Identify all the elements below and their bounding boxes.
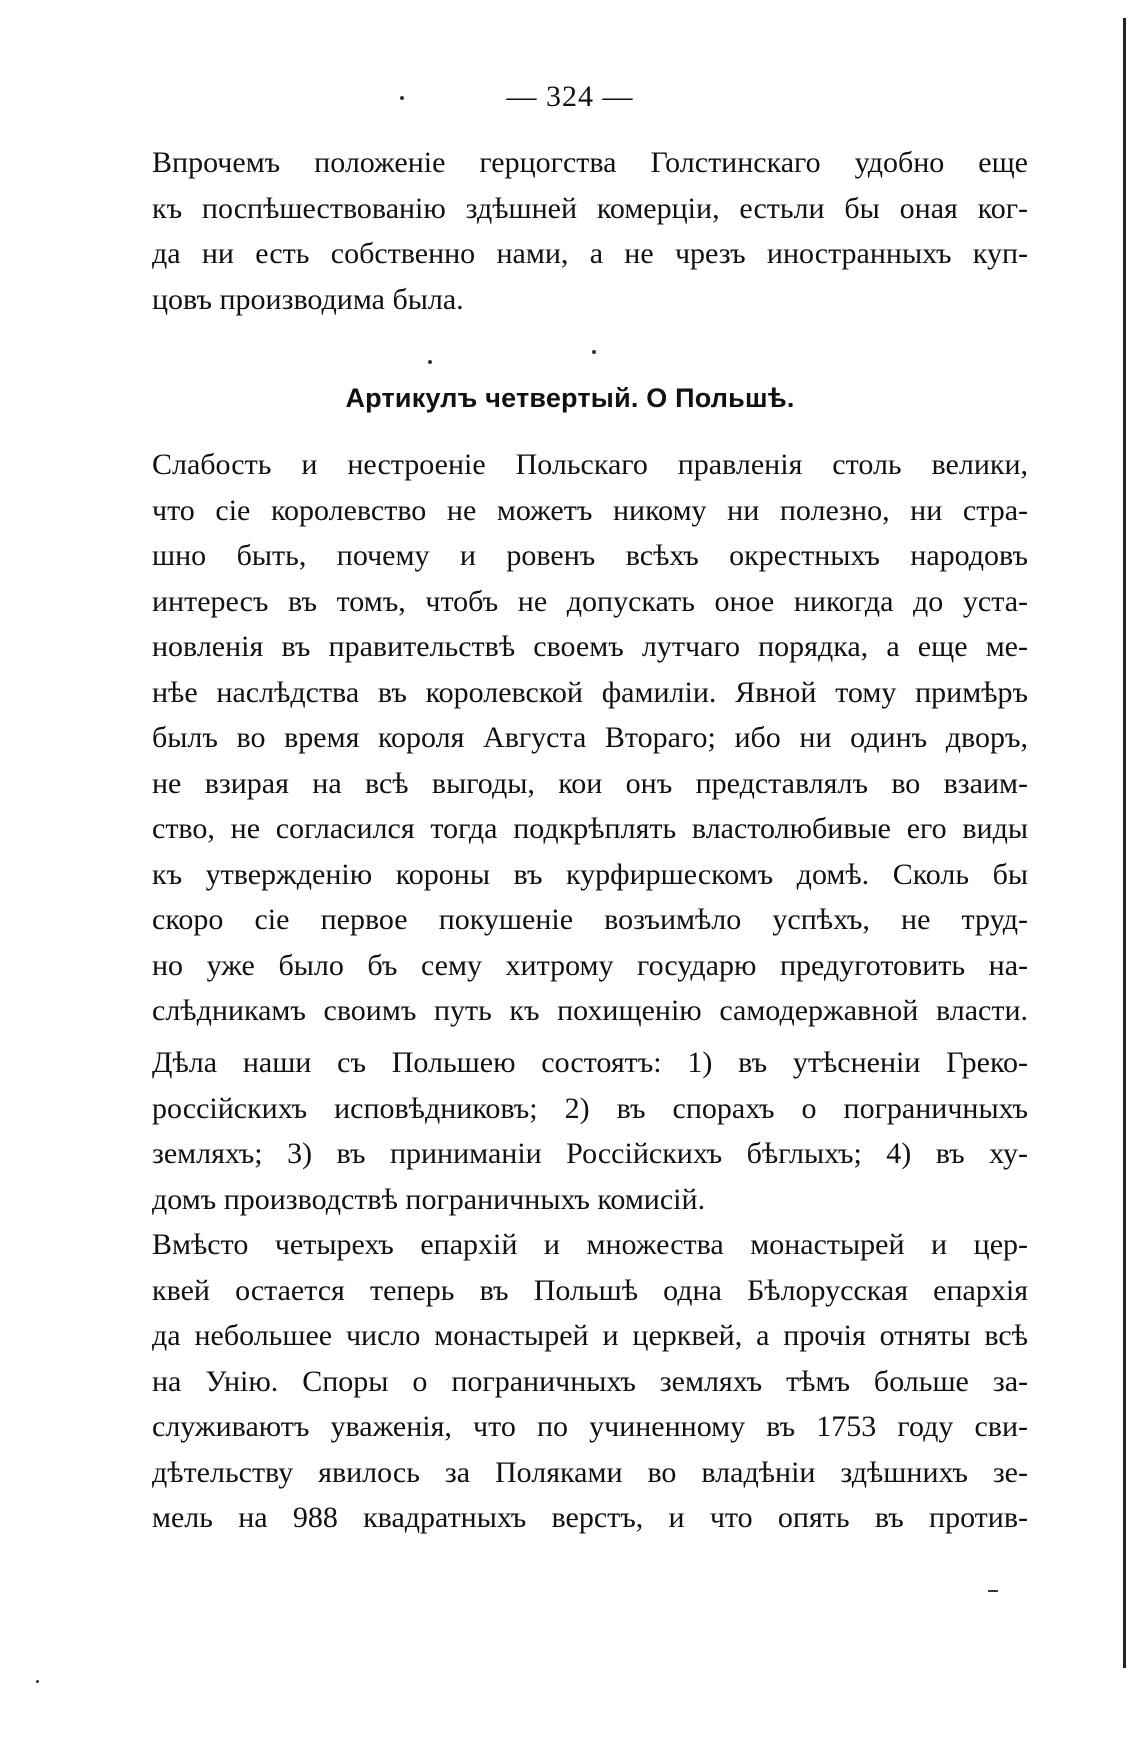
- paragraph-2: [152, 442, 1028, 1034]
- text-line: нѣе наслѣдства въ королевской фамиліи. Явной тому примѣръ: [152, 675, 1028, 709]
- text-line: былъ во время короля Августа Втораго; ибо ни одинъ дворъ,: [152, 721, 1028, 754]
- text-line: на Унію. Споры о пограничныхъ земляхъ тѣмъ больше за-: [152, 1364, 1028, 1398]
- text-line: россійскихъ исповѣдниковъ; 2) въ спорахъ о пограничныхъ: [152, 1091, 1028, 1125]
- text-line: новленія въ правительствѣ своемъ лутчаго порядка, а еще ме-: [152, 630, 1028, 663]
- text-line: цовъ производима была.: [152, 282, 464, 316]
- text-line: но уже было бъ сему хитрому государю предуготовить на-: [152, 948, 1028, 982]
- text-line: Впрочемъ положеніе герцогства Голстинскаго удобно еще: [152, 146, 1028, 179]
- text-line: дѣтельству явилось за Поляками во владѣніи здѣшнихъ зе-: [152, 1455, 1028, 1489]
- page-edge-shadow: [1123, 18, 1126, 1668]
- scan-speck: [36, 1680, 39, 1683]
- scan-speck: [400, 96, 404, 100]
- text-line: квей остается теперь въ Польшѣ одна Бѣлорусская епархія: [152, 1273, 1028, 1307]
- text-line: да ни есть собственно нами, а не чрезъ иностранныхъ куп-: [152, 237, 1028, 270]
- text-line: интересъ въ томъ, чтобъ не допускать оное никогда до уста-: [152, 584, 1028, 618]
- text-line: ство, не согласился тогда подкрѣплять властолюбивые его виды: [152, 812, 1028, 845]
- text-line: что сіе королевство не можетъ никому ни полезно, ни стра-: [152, 493, 1028, 527]
- scan-speck: [988, 1590, 998, 1592]
- scan-speck: [428, 360, 432, 364]
- paragraph-3: [152, 1040, 1028, 1222]
- text-line: шно быть, почему и ровенъ всѣхъ окрестныхъ народовъ: [152, 539, 1028, 572]
- paragraph-4: [152, 1222, 1028, 1541]
- text-line: домъ производствѣ пограничныхъ комисій.: [152, 1182, 706, 1216]
- scan-speck: [592, 350, 596, 354]
- text-line: мель на 988 квадратныхъ верстъ, и что опять въ против-: [152, 1501, 1028, 1534]
- text-line: не взирая на всѣ выгоды, кои онъ представлялъ во взаим-: [152, 766, 1028, 800]
- text-line: да небольшее число монастырей и церквей, а прочія отняты всѣ: [152, 1319, 1028, 1352]
- text-line: скоро сіе первое покушеніе возъимѣло успѣхъ, не труд-: [152, 903, 1028, 936]
- page-number: — 324 —: [506, 80, 634, 113]
- text-line: Вмѣсто четырехъ епархій и множества монастырей и цер-: [152, 1228, 1028, 1261]
- section-heading: Артикулъ четвертый. О Польшѣ.: [345, 383, 795, 413]
- text-line: земляхъ; 3) въ приниманіи Россійскихъ бѣглыхъ; 4) въ ху-: [152, 1137, 1028, 1170]
- text-line: къ поспѣшествованію здѣшней комерціи, естьли бы оная ког-: [152, 191, 1028, 225]
- paragraph-1: [152, 140, 1028, 322]
- text-line: служиваютъ уваженія, что по учиненному въ 1753 году сви-: [152, 1410, 1028, 1443]
- text-line: Дѣла наши съ Польшею состоятъ: 1) въ утѣсненіи Греко-: [152, 1046, 1028, 1079]
- text-line: Слабость и нестроеніе Польскаго правленія столь велики,: [152, 448, 1028, 481]
- text-line: слѣдникамъ своимъ путь къ похищенію самодержавной власти.: [152, 994, 1028, 1027]
- text-line: къ утвержденію короны въ курфиршескомъ домѣ. Сколь бы: [152, 857, 1028, 891]
